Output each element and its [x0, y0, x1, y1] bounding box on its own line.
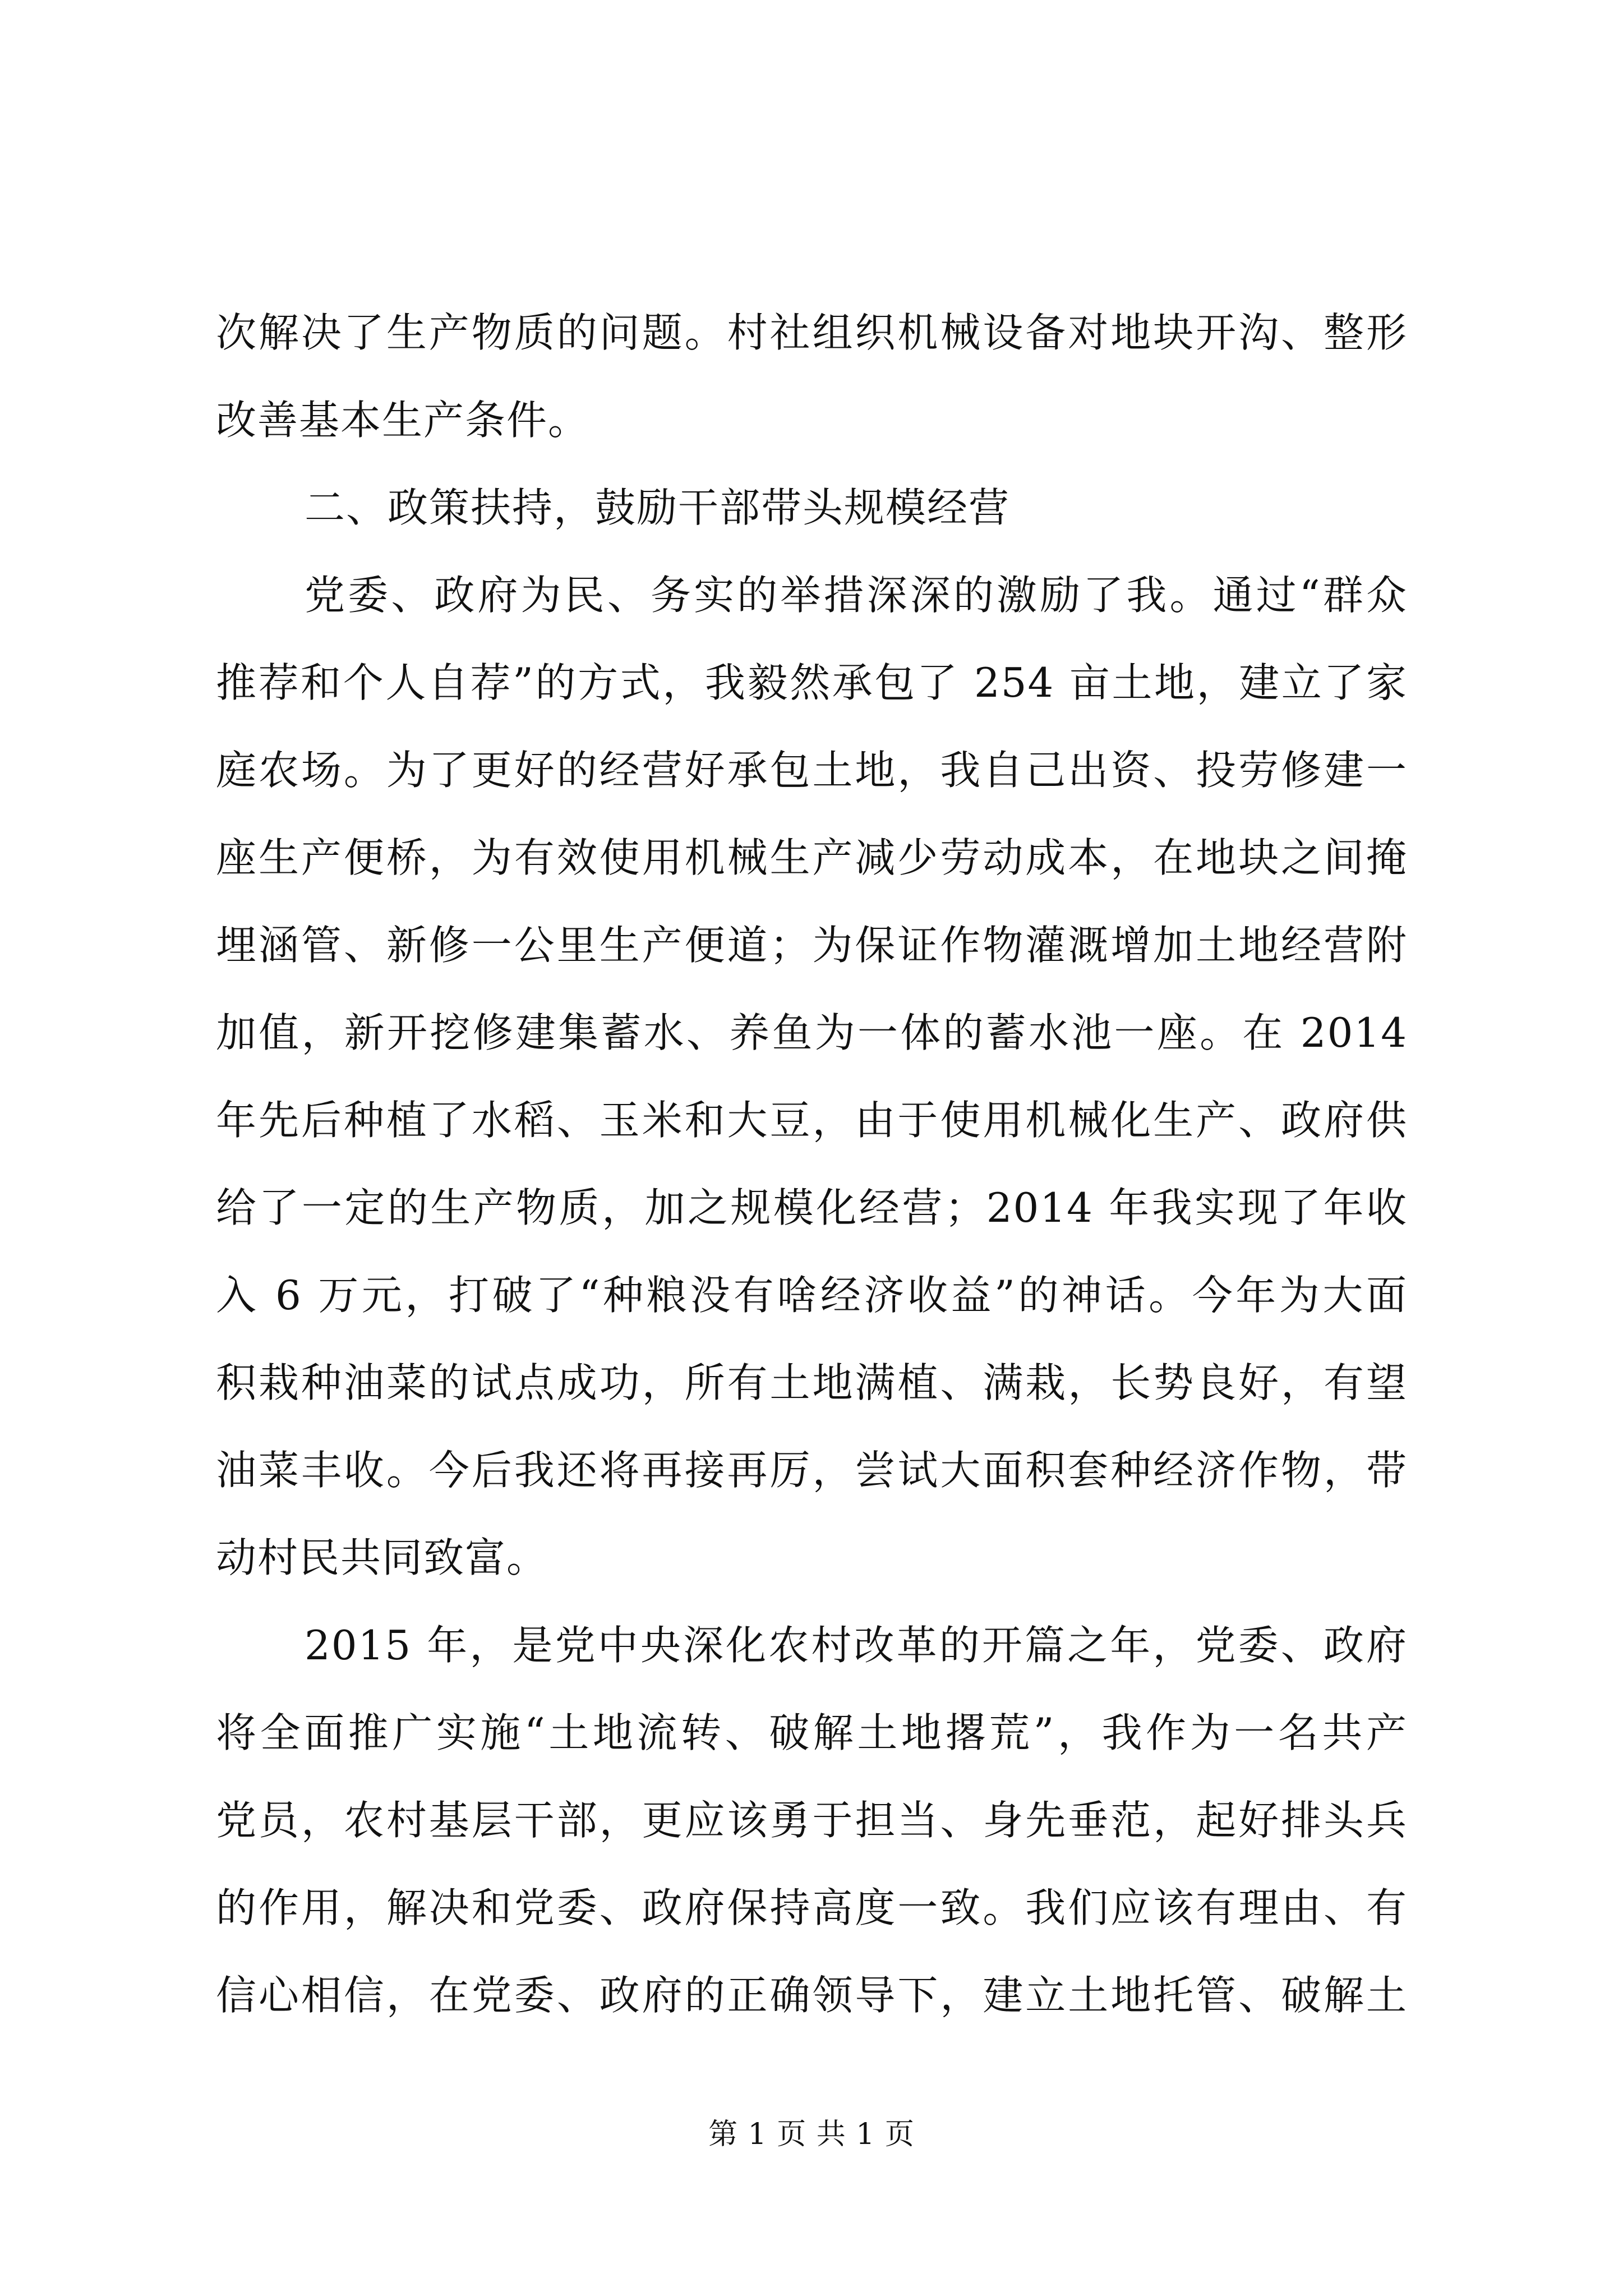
page-number-footer: 第 1 页 共 1 页 [708, 2118, 915, 2151]
paragraph-line: 党员，农村基层干部，更应该勇于担当、身先垂范，起好排头兵 [216, 1797, 1408, 1844]
paragraph-line: 将全面推广实施“土地流转、破解土地撂荒”，我作为一名共产 [216, 1709, 1408, 1756]
paragraph-line: 埋涵管、新修一公里生产便道；为保证作物灌溉增加土地经营附 [216, 922, 1408, 969]
document-body [216, 289, 1408, 2039]
paragraph-line: 庭农场。为了更好的经营好承包土地，我自己出资、投劳修建一 [216, 747, 1408, 794]
paragraph-line: 加值，新开挖修建集蓄水、养鱼为一体的蓄水池一座。在 2014 [216, 1009, 1408, 1056]
paragraph-line: 年先后种植了水稻、玉米和大豆，由于使用机械化生产、政府供 [216, 1097, 1408, 1144]
paragraph-line: 信心相信，在党委、政府的正确领导下，建立土地托管、破解土 [216, 1972, 1408, 2019]
paragraph-line: 次解决了生产物质的问题。村社组织机械设备对地块开沟、整形 [216, 309, 1408, 356]
paragraph-line: 入 6 万元，打破了“种粮没有啥经济收益”的神话。今年为大面 [216, 1272, 1408, 1319]
paragraph-line: 积栽种油菜的试点成功，所有土地满植、满栽，长势良好，有望 [216, 1359, 1408, 1406]
paragraph-line: 2015 年，是党中央深化农村改革的开篇之年，党委、政府 [305, 1622, 1408, 1669]
paragraph-line: 油菜丰收。今后我还将再接再厉，尝试大面积套种经济作物，带 [216, 1447, 1408, 1494]
paragraph-line: 改善基本生产条件。 [216, 397, 590, 444]
paragraph-line: 推荐和个人自荐”的方式，我毅然承包了 254 亩土地，建立了家 [216, 659, 1408, 706]
section-heading: 二、政策扶持，鼓励干部带头规模经营 [305, 484, 1011, 531]
paragraph-line: 党委、政府为民、务实的举措深深的激励了我。通过“群众 [305, 572, 1408, 619]
paragraph-line: 动村民共同致富。 [216, 1534, 548, 1581]
paragraph-line: 座生产便桥，为有效使用机械生产减少劳动成本，在地块之间掩 [216, 834, 1408, 881]
paragraph-line: 给了一定的生产物质，加之规模化经营；2014 年我实现了年收 [216, 1184, 1408, 1231]
paragraph-line: 的作用，解决和党委、政府保持高度一致。我们应该有理由、有 [216, 1884, 1408, 1931]
